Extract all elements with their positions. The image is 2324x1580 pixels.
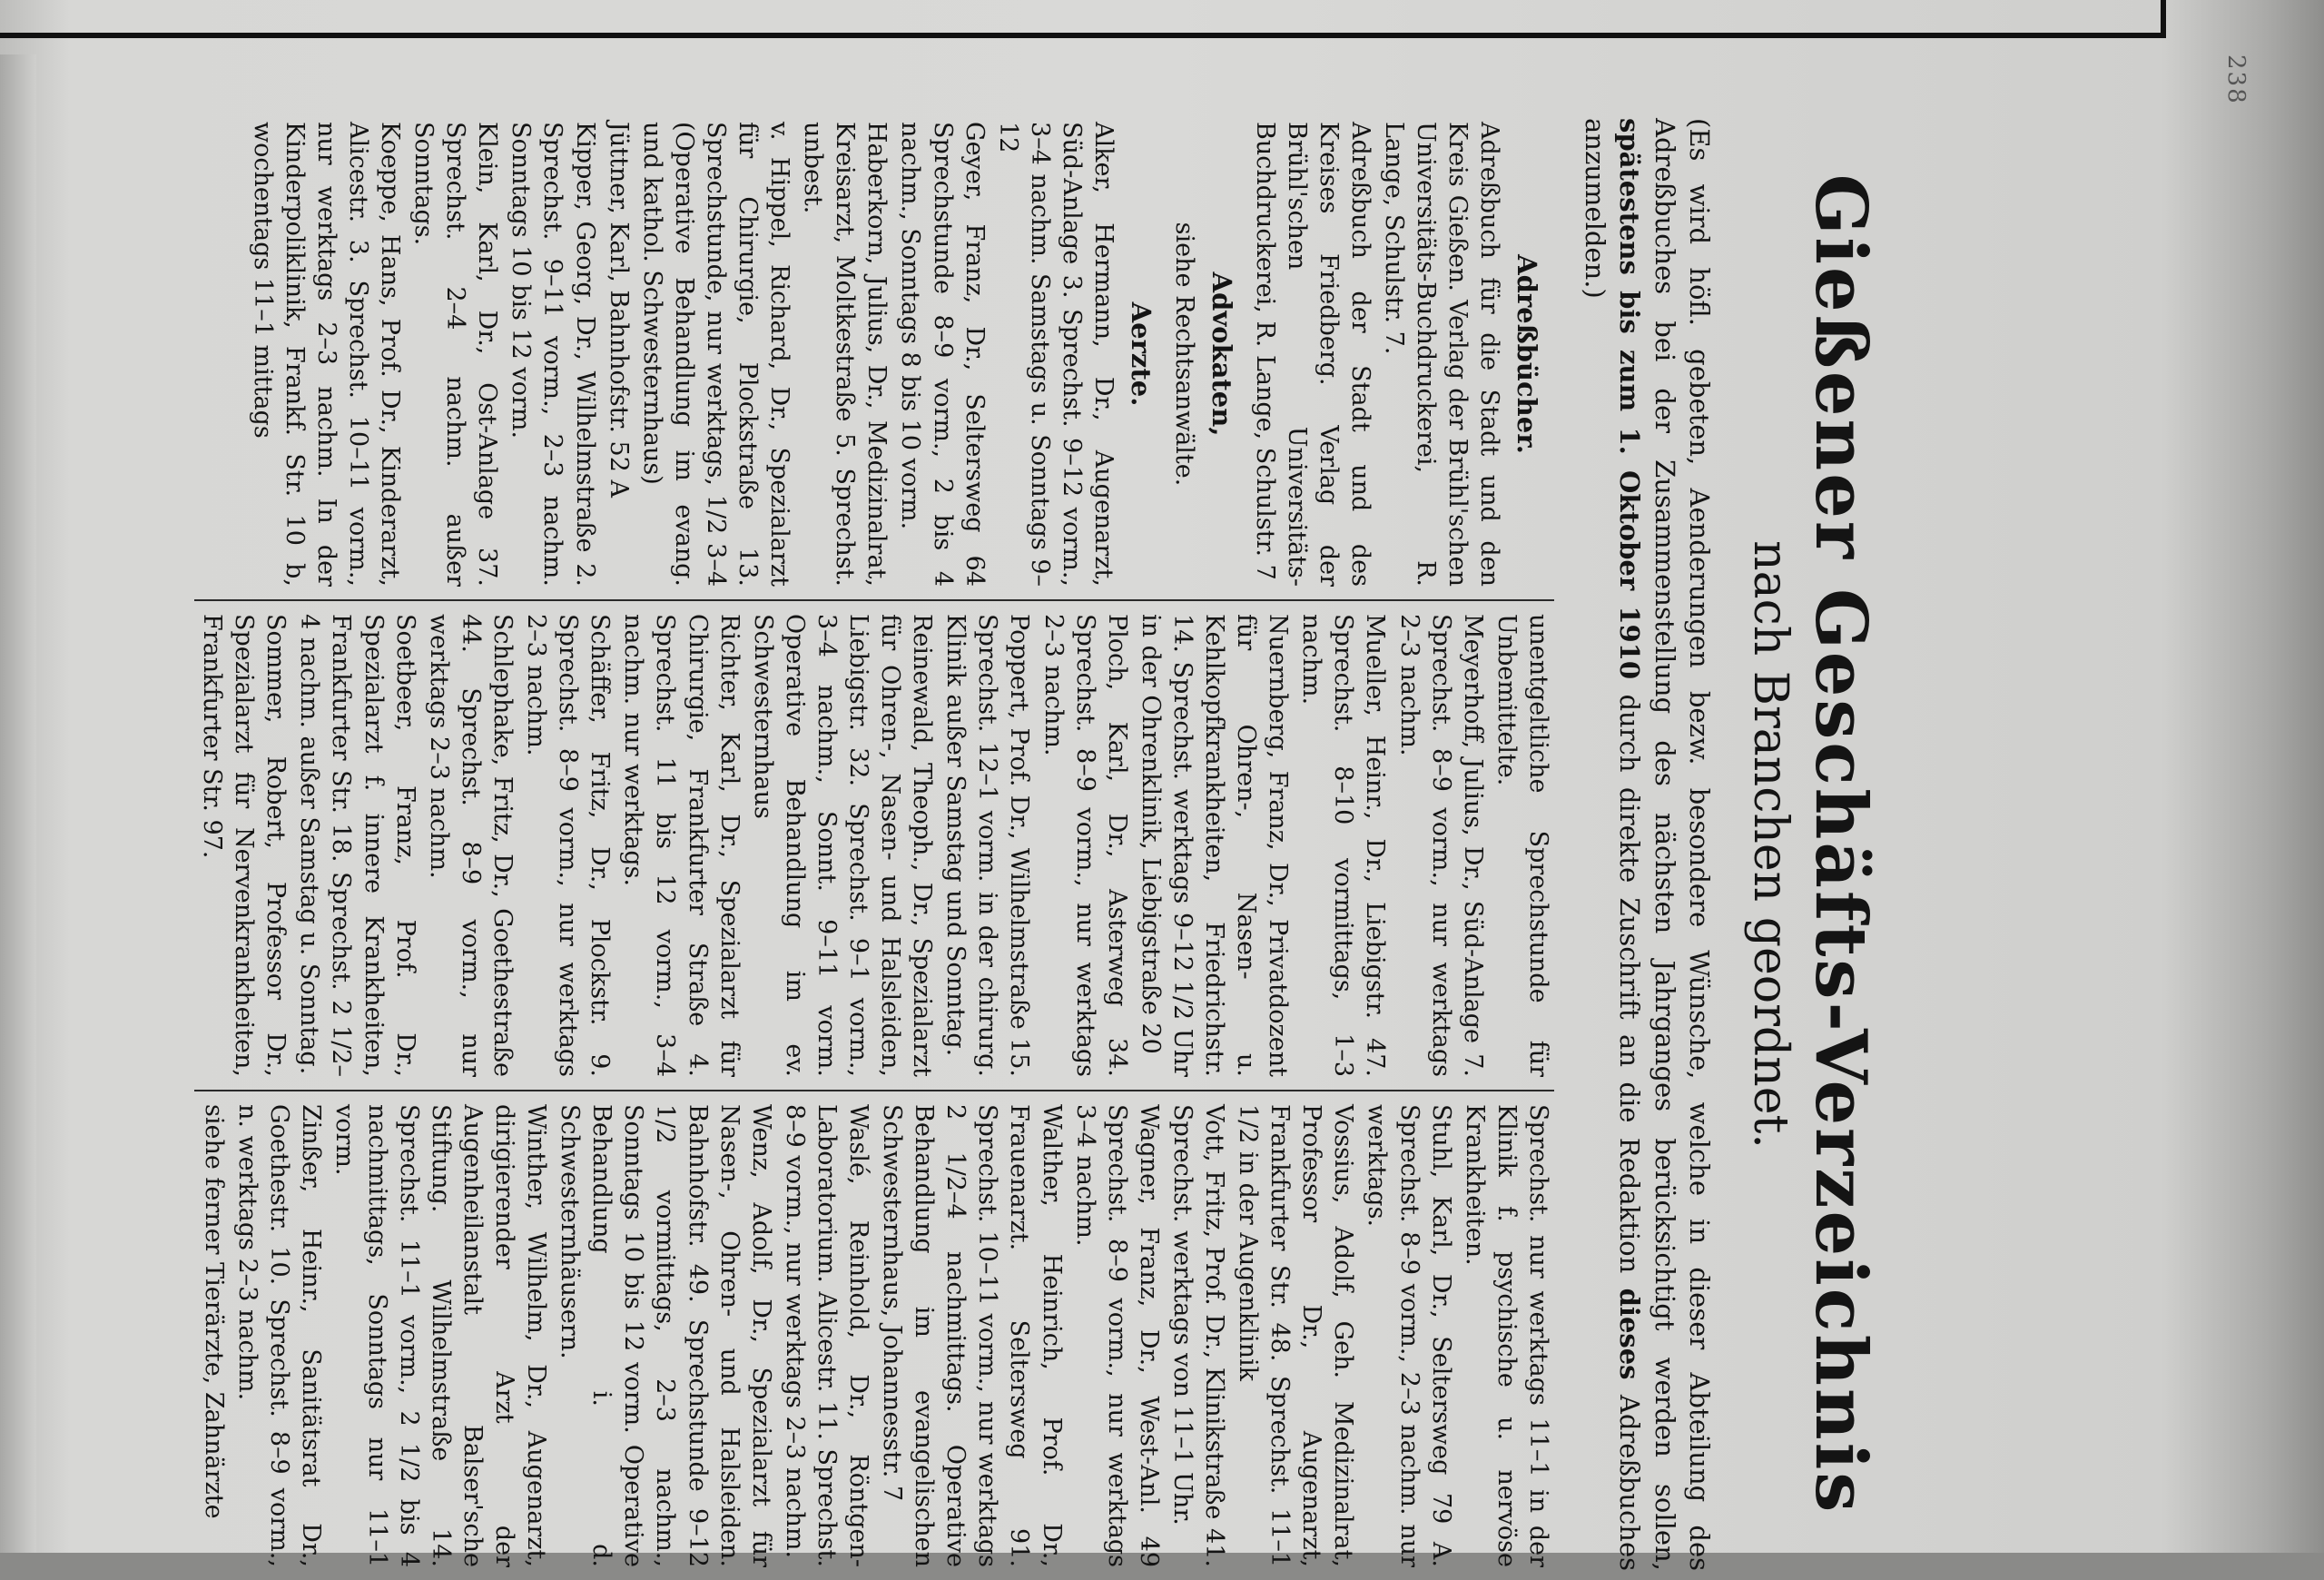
directory-entry: Schlephake, Fritz, Dr., Goethestraße 44. Sprechst. 8–9 vorm., nur werktags 2–3 nachm. (424, 614, 517, 1077)
left-page-margin (0, 54, 36, 1553)
intro-deadline: spätestens bis zum 1. Oktober 1910 (1614, 118, 1646, 680)
directory-entry: Jüttner, Karl, Bahnhofstr. 52 A (604, 122, 633, 498)
intro-text-before: (Es wird höfl. gebeten, Aenderungen bezw. besondere Wünsche, welche in dieser Abteilung des Adreßbuches bei der Zusammenstellung des nächsten Jahrganges berücksichtigt werden sollen, (1649, 118, 1716, 1571)
directory-entry: Sprechst. nur werktags 11–1 in der Klinik f. psychische u. nervöse Krankheiten. (1460, 1104, 1552, 1567)
directory-entry: Vossius, Adolf, Geh. Medizinalrat, Professor Dr., Augenarzt, Frankfurter Str. 48. Sprechst. 11–1 1/2 in der Augenklinik (1234, 1104, 1358, 1567)
directory-entry: Meyerhoff, Julius, Dr., Süd-Anlage 7. Sprechst. 8–9 vorm., nur werktags 2–3 nachm. (1394, 614, 1487, 1077)
section-note: siehe Rechtsanwälte. (1169, 222, 1198, 487)
directory-entry: Reinewald, Theoph., Dr., Spezialarzt für Ohren-, Nasen- und Halsleiden, Liebigstr. 32. Sprechst. 9–1 vorm., 3–4 nachm., Sonnt. 9–11 vorm. Operative Behandlung im ev. Schwesternhaus (748, 614, 937, 1077)
directory-entry: Klein, Karl, Dr., Ost-Anlage 37. Sprechst. 2–4 nachm. außer Sonntags. (409, 122, 502, 587)
directory-entry: Vott, Fritz, Prof. Dr., Klinikstraße 41. Sprechst. werktags von 11–1 Uhr. (1167, 1104, 1229, 1567)
directory-entry: Waslé, Reinhold, Dr., Röntgen-Laboratorium. Alicestr. 11. Sprechst. 8–9 vorm., nur werktags 2–3 nachm. (780, 1104, 872, 1567)
directory-entry: Kipper, Georg, Dr., Wilhelmstraße 2. Sprechst. 9–11 vorm., 2–3 nachm. Sonntags 10 bis 12 vorm. (507, 122, 599, 587)
directory-entry: siehe ferner Tierärzte, Zahnärzte (200, 1104, 229, 1519)
directory-columns (194, 109, 1554, 1580)
directory-entry: Geyer, Franz, Dr., Seltersweg 64 Sprechstunde 8–9 vorm., 2 bis 4 nachm., Sonntags 8 bis 10 vorm. (896, 122, 989, 587)
directory-entry: Zinßer, Heinr., Sanitätsrat Dr., Goethestr. 10. Sprechst. 8–9 vorm., n. werktags 2–3 nachm. (233, 1104, 326, 1567)
directory-entry: Stuhl, Karl, Dr., Seltersweg 79 A. Sprechst. 8–9 vorm., 2–3 nachm. nur werktags. (1363, 1104, 1455, 1567)
directory-column-3 (194, 1090, 1554, 1580)
previous-page-border-frame (0, 0, 2166, 38)
directory-entry: Poppert, Prof. Dr., Wilhelmstraße 15. Sprechst. 12–1 vorm. in der chirurg. Klinik außer Samstag und Sonntag. (941, 614, 1034, 1077)
intro-text-after: Adreßbuches anzumelden.) (1580, 118, 1646, 1572)
directory-entry: Koeppe, Hans, Prof. Dr., Kinderarzt, Alicestr. 3. Sprechst. 10–11 vorm., nur werktags 2–3 nachm. In der Kinderpoliklinik, Frankf. Str. 10 b, wochentags 11–1 mittags (248, 122, 404, 587)
directory-entry: Adreßbuch für die Stadt und den Kreis Gießen. Verlag der Brühl'schen Universitäts-Buchdruckerei, R. Lange, Schulstr. 7. (1379, 122, 1504, 587)
directory-entry: Haberkorn, Julius, Dr., Medizinalrat, Kreisarzt, Moltkestraße 5. Sprechst. unbest. (799, 122, 891, 587)
directory-entry: v. Hippel, Richard, Dr., Spezialarzt für Chirurgie, Plockstraße 13. Sprechstunde, nur werktags, 1/2 3–4 (Operative Behandlung im evang. und kathol. Schwesternhaus) (637, 122, 794, 587)
directory-column-1 (194, 109, 1554, 599)
intro-bold-this: dieses (1614, 1288, 1646, 1380)
directory-entry: Mueller, Heinr., Dr., Liebigstr. 47. Sprechst. 8–10 vormittags, 1–3 nachm. (1297, 614, 1390, 1077)
page-number: 238 (2222, 54, 2250, 105)
directory-entry: Wenz, Adolf, Dr., Spezialarzt für Nasen-, Ohren- und Halsleiden. Bahnhofstr. 49. Sprechstunde 9–12 1/2 vormittags, 2–3 nachm., Sonntags 10 bis 12 vorm. Operative Behandlung i. d. Schwesternhäusern. (556, 1104, 775, 1567)
directory-entry: Richter, Karl, Dr., Spezialarzt für Chirurgie, Frankfurter Straße 4. Sprechst. 11 bis 12 vorm., 3–4 nachm. nur werktags. (619, 614, 743, 1077)
directory-entry: Wagner, Franz, Dr., West-Anl. 49 Sprechst. 8–9 vorm., nur werktags 3–4 nachm. (1070, 1104, 1163, 1567)
section-heading: Advokaten, (1206, 272, 1237, 437)
directory-entry: unentgeltliche Sprechstunde für Unbemittelte. (1492, 614, 1552, 1077)
page-subtitle: nach Branchen geordnet. (1743, 540, 1798, 1149)
page-title: Gießener Geschäfts-Verzeichnis (1799, 173, 1882, 1516)
intro-note (1578, 118, 1717, 1571)
section-heading: Aerzte. (1125, 301, 1157, 407)
directory-entry: Winther, Wilhelm, Dr., Augenarzt, dirigierender Arzt der Augenheilanstalt Balser'sche Stiftung. Wilhelmstraße 14. Sprechst. 11–1 vorm., 2 1/2 bis 4 nachmittags, Sonntags nur 11–1 vorm. (330, 1104, 551, 1567)
book-spine-shadow (2179, 0, 2324, 1553)
directory-entry: Soetbeer, Franz, Prof. Dr., Spezialarzt f. innere Krankheiten, Frankfurter Str. 18. Sprechst. 2 1/2–4 nachm. außer Samstag u. Sonntag. (295, 614, 419, 1077)
directory-entry: Alker, Hermann, Dr., Augenarzt, Süd-Anlage 3. Sprechst. 9–12 vorm., 3–4 nachm. Samstags u. Sonntags 9–12 (993, 122, 1118, 587)
directory-page (36, 109, 1888, 1580)
directory-entry: Schäffer, Fritz, Dr., Plockstr. 9. Sprechst. 8–9 vorm., nur werktags 2–3 nachm. (522, 614, 615, 1077)
directory-entry: Ploch, Karl, Dr., Asterweg 34. Sprechst. 8–9 vorm., nur werktags 2–3 nachm. (1039, 614, 1131, 1077)
directory-entry: Sommer, Robert, Professor Dr., Spezialarzt für Nervenkrankheiten, Frankfurter Str. 97. (198, 614, 290, 1077)
directory-entry: Adreßbuch der Stadt und des Kreises Friedberg. Verlag der Brühl'schen Universitäts-Buchdruckerei, R. Lange, Schulstr. 7 (1250, 122, 1374, 587)
section-heading: Adreßbücher. (1511, 254, 1542, 454)
directory-column-2 (194, 599, 1554, 1090)
directory-entry: Nuernberg, Franz, Dr., Privatdozent für Ohren-, Nasen- u. Kehlkopfkrankheiten, Friedrichstr. 14. Sprechst. werktags 9–12 1/2 Uhr in der Ohrenklinik, Liebigstraße 20 (1136, 614, 1293, 1077)
intro-text-middle: durch direkte Zuschrift an die Redaktion (1614, 694, 1646, 1274)
directory-entry: Walther, Heinrich, Prof. Dr., Frauenarzt. Seltersweg 91. Sprechst. 10–11 vorm., nur werktags 2 1/2–4 nachmittags. Operative Behandlung im evangelischen Schwesternhaus, Johannesstr. 7 (878, 1104, 1066, 1567)
